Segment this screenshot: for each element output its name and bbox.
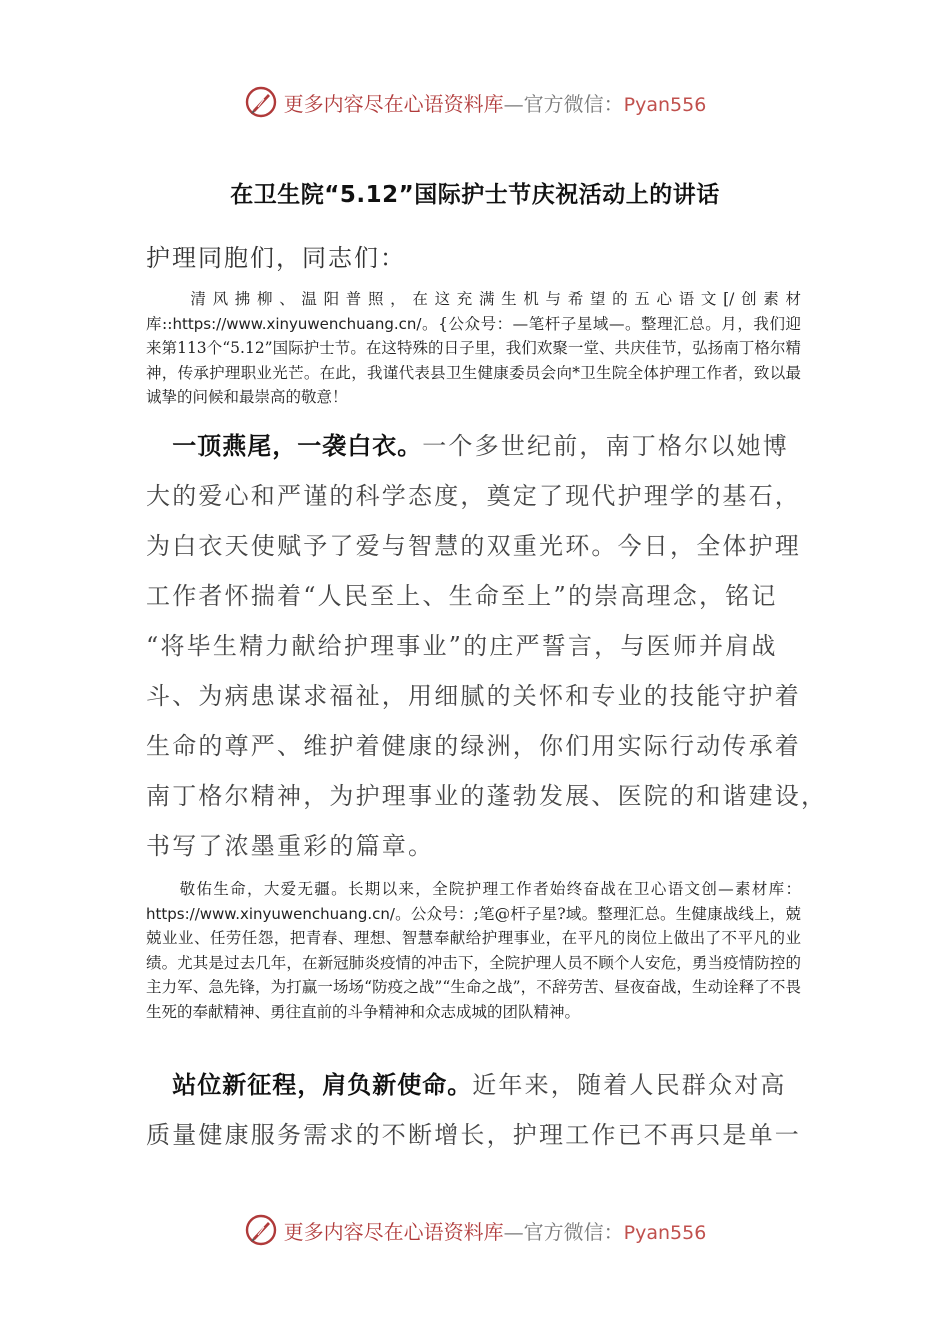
nightingale-line-2: 大的爱心和严谨的科学态度，奠定了现代护理学的基石，	[146, 482, 801, 510]
intro-text-b: 。{公众号：—笔杆子星域—。整理汇总。月，我们迎来第113个“5.12”国际护士节。在这特殊的日子里，我们欢聚一堂、共庆佳节，弘扬南丁格尔精神，传承护理职业光芒。在此，我谨代表县卫生健康委员会向*卫生院全体护理工作者，致以最诚挚的问候和最崇高的敬意！	[146, 314, 801, 406]
quill-logo-icon	[244, 85, 278, 119]
banner-dash: —	[503, 91, 524, 116]
nightingale-line-4: 工作者怀揣着“人民至上、生命至上”的崇高理念，铭记	[146, 582, 778, 610]
dedication-text-b: 。公众号：;笔@杆子星?域。整理汇总。生健康战线上，兢兢业业、任劳任怨，把青春、理想、智慧奉献给护理事业，在平凡的岗位上做出了不平凡的业绩。尤其是过去几年，在新冠肺炎疫情的冲击下，全院护理人员不顾个人安危，勇当疫情防控的主力军、急先锋，为打赢一场场“防疫之战”“生命之战”，不辞劳苦、昼夜奋战，生动诠释了不畏生死的奉献精神、勇往直前的斗争精神和众志成城的团队精神。	[146, 904, 801, 1021]
paragraph-dedication	[146, 877, 801, 1024]
intro-text-a: 清风拂柳、温阳普照，在这充满生机与希望的五心语文[/创素材库::	[146, 290, 801, 333]
intro-url: https://www.xinyuwenchuang.cn/	[172, 314, 422, 333]
nightingale-line-6: 斗、为病患谋求福祉，用细腻的关怀和专业的技能守护着	[146, 682, 801, 710]
nightingale-line-7: 生命的尊严、维护着健康的绿洲，你们用实际行动传承着	[146, 732, 801, 760]
mission-line-2: 质量健康服务需求的不断增长，护理工作已不再只是单一	[146, 1121, 801, 1149]
mission-lead: 站位新征程，肩负新使命。	[172, 1071, 473, 1099]
salutation: 护理同胞们，同志们：	[146, 244, 406, 272]
banner-dash: —	[503, 1219, 524, 1244]
mission-line-1: 近年来，随着人民群众对高	[472, 1071, 787, 1099]
dedication-url: https://www.xinyuwenchuang.cn/	[146, 904, 395, 923]
banner-wechat-id: Pyan556	[623, 93, 707, 116]
nightingale-line-1: 一个多世纪前，南丁格尔以她博	[422, 432, 790, 460]
nightingale-line-3: 为白衣天使赋予了爱与智慧的双重光环。今日，全体护理	[146, 532, 801, 560]
nightingale-line-9: 书写了浓墨重彩的篇章。	[146, 832, 435, 860]
header-banner	[0, 82, 950, 122]
footer-banner	[0, 1210, 950, 1250]
banner-label: 官方微信：	[523, 1219, 624, 1244]
nightingale-lead: 一顶燕尾，一袭白衣。	[172, 432, 423, 460]
dedication-text-a: 敬佑生命，大爱无疆。长期以来，全院护理工作者始终奋战在卫心语文创—素材库：	[179, 880, 801, 898]
banner-text	[284, 88, 707, 117]
paragraph-new-mission	[146, 1060, 801, 1160]
quill-logo-icon	[244, 1213, 278, 1247]
nightingale-line-5: “将毕生精力献给护理事业”的庄严誓言，与医师并肩战	[146, 632, 778, 660]
banner-main: 更多内容尽在心语资料库	[283, 1219, 504, 1244]
nightingale-line-8: 南丁格尔精神，为护理事业的蓬勃发展、医院的和谐建设，	[146, 782, 828, 810]
banner-text	[284, 1216, 707, 1245]
banner-label: 官方微信：	[523, 91, 624, 116]
document-title: 在卫生院“5.12”国际护士节庆祝活动上的讲话	[230, 182, 720, 208]
paragraph-nightingale	[146, 421, 828, 871]
paragraph-intro	[146, 287, 801, 410]
banner-wechat-id: Pyan556	[623, 1221, 707, 1244]
banner-main: 更多内容尽在心语资料库	[283, 91, 504, 116]
